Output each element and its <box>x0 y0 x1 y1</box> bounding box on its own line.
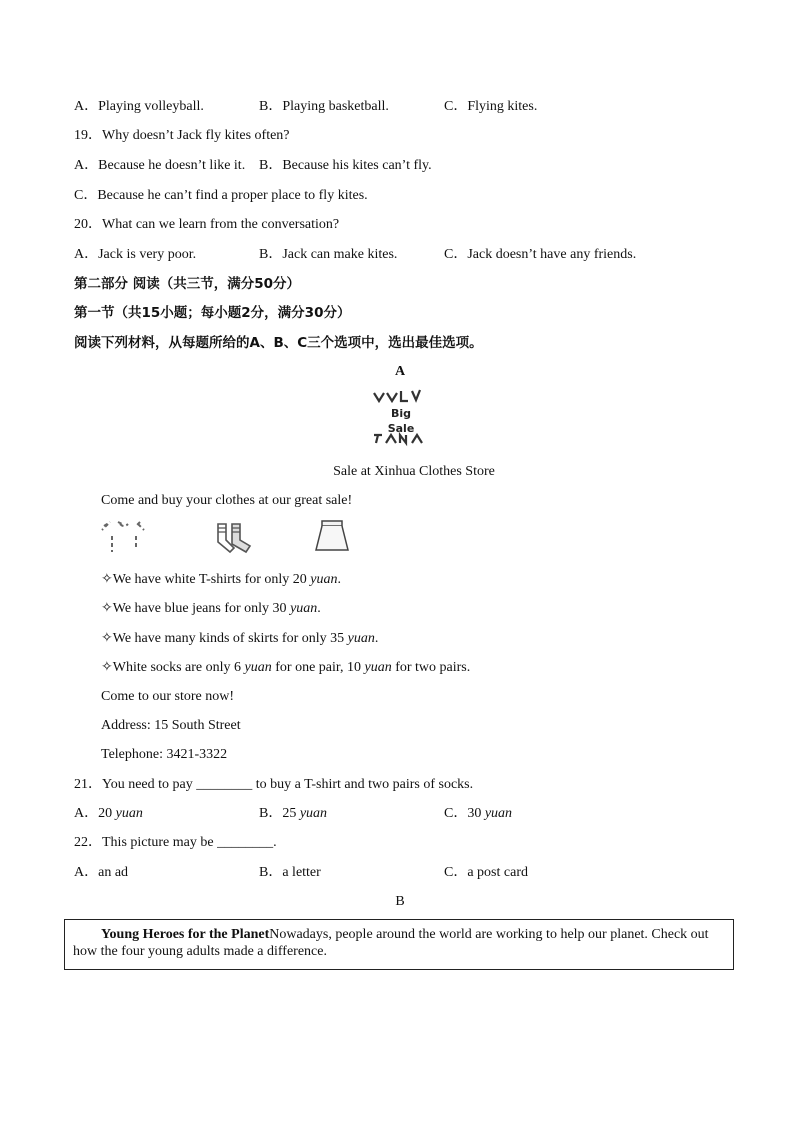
section1-title: 第一节（共15小题；每小题2分，满分30分） <box>74 305 351 321</box>
passage-a-label: A <box>394 364 406 379</box>
passage-b-label: B <box>395 894 405 909</box>
q22-stem: 22．This picture may be ________. <box>74 835 277 850</box>
q21-stem: 21．You need to pay ________ to buy a T-shirt and two pairs of socks. <box>74 777 474 792</box>
q19-option-c: C．Because he can’t find a proper place to fly kites. <box>74 188 368 203</box>
store-title: Sale at Xinhua Clothes Store <box>333 464 495 479</box>
q22-option-b: B．a letter <box>259 865 321 880</box>
q18-option-b: B．Playing basketball. <box>259 99 389 114</box>
logo-line-sale: Sale <box>387 422 415 435</box>
big-sale-logo <box>372 387 430 447</box>
come-to-store: Come to our store now! <box>101 689 234 704</box>
q21-option-c: C．30 yuan <box>444 806 513 821</box>
t-shirt-icon <box>100 520 148 556</box>
passage-b-intro <box>73 926 723 960</box>
skirt-icon <box>312 518 352 554</box>
q19-option-a: A．Because he doesn’t like it. <box>74 158 246 173</box>
q18-option-a: A．Playing volleyball. <box>74 99 204 114</box>
passage-b-text: Nowadays, people around the world are working to help our planet. Check out how the four young adults made a difference. <box>73 927 709 959</box>
store-address: Address: 15 South Street <box>101 718 241 733</box>
q20-stem: 20．What can we learn from the conversation? <box>74 217 340 232</box>
store-telephone: Telephone: 3421-3322 <box>101 747 228 762</box>
q19-option-b: B．Because his kites can’t fly. <box>259 158 432 173</box>
logo-line-big: Big <box>390 407 412 420</box>
q20-option-b: B．Jack can make kites. <box>259 247 398 262</box>
item-skirts: ✧We have many kinds of skirts for only 35 yuan. <box>101 631 379 646</box>
passage-b-box <box>64 919 734 970</box>
item-socks: ✧White socks are only 6 yuan for one pair, 10 yuan for two pairs. <box>101 660 471 675</box>
q19-stem: 19．Why doesn’t Jack fly kites often? <box>74 128 290 143</box>
q18-option-c: C．Flying kites. <box>444 99 538 114</box>
q21-option-a: A．20 yuan <box>74 806 143 821</box>
sale-intro: Come and buy your clothes at our great sale! <box>101 493 353 508</box>
item-t-shirts: ✧We have white T-shirts for only 20 yuan. <box>101 572 342 587</box>
passage-b-heading: Young Heroes for the Planet <box>101 927 270 942</box>
item-jeans: ✧We have blue jeans for only 30 yuan. <box>101 601 321 616</box>
reading-instruction: 阅读下列材料，从每题所给的A、B、C三个选项中，选出最佳选项。 <box>74 335 483 351</box>
part2-title: 第二部分 阅读（共三节，满分50分） <box>74 276 300 292</box>
q20-option-c: C．Jack doesn’t have any friends. <box>444 247 637 262</box>
socks-icon <box>212 518 256 558</box>
q22-option-a: A．an ad <box>74 865 129 880</box>
q20-option-a: A．Jack is very poor. <box>74 247 197 262</box>
q22-option-c: C．a post card <box>444 865 528 880</box>
q21-option-b: B．25 yuan <box>259 806 328 821</box>
